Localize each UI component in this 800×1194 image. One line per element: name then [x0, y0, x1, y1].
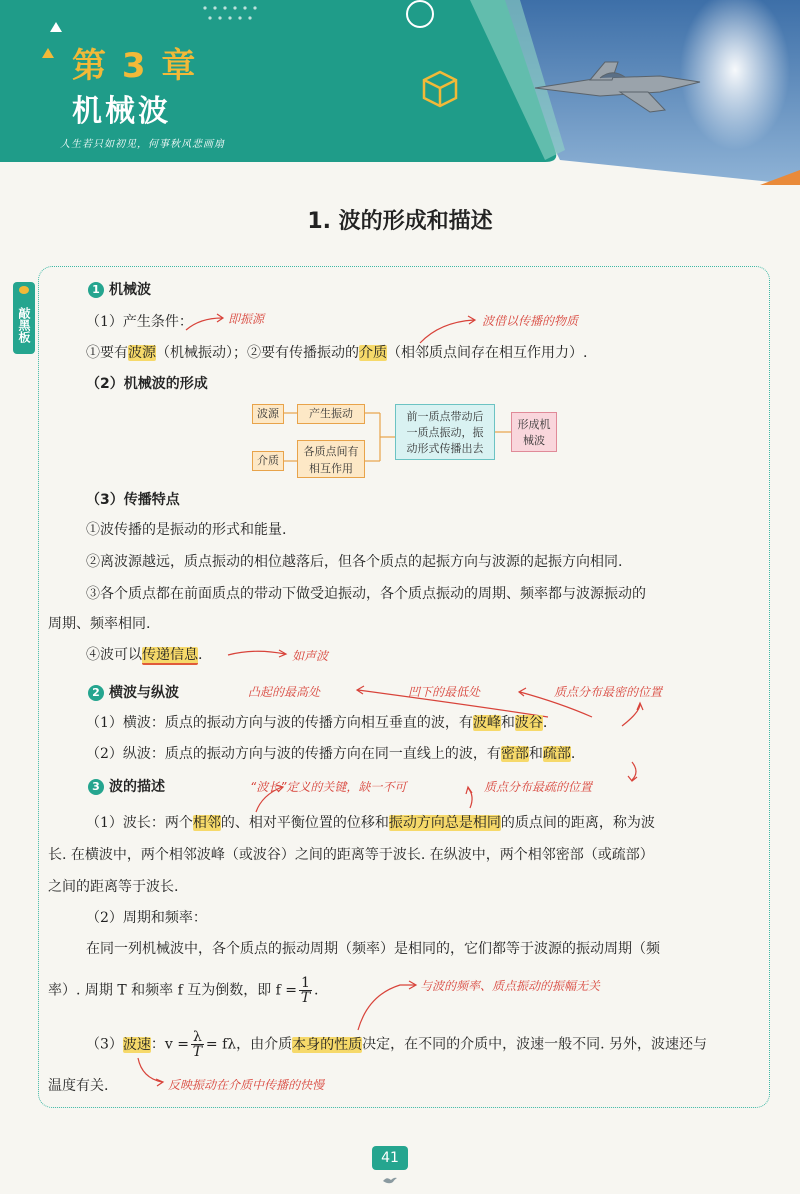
highlight-sparse: 疏部 — [542, 746, 571, 762]
t2-and: 和 — [528, 746, 543, 762]
frac-lambda-over-T — [191, 1030, 204, 1059]
flow-result-line1: 形成机 — [517, 418, 551, 431]
l7-c: = fλ，由介质 — [205, 1036, 293, 1053]
flow-result — [511, 412, 557, 452]
flow-interaction — [297, 440, 365, 478]
chapter-title: 机械波 — [72, 94, 171, 129]
t1-and: 和 — [500, 715, 515, 731]
l6-a: 率）. 周期 T 和频率 f 互为倒数，即 f = — [48, 982, 298, 999]
l1-c: 的质点间的距离，称为波 — [500, 815, 655, 831]
part1-sub2: （2）机械波的形成 — [86, 376, 208, 392]
highlight-same-direction: 振动方向总是相同 — [388, 815, 501, 831]
note-dense: 质点分布最密的位置 — [554, 685, 663, 699]
part1-sub1: （1）产生条件： — [86, 314, 193, 330]
highlight-medium: 介质 — [359, 345, 387, 361]
page-number: 41 — [372, 1146, 408, 1170]
part3-l8: 温度有关. — [48, 1078, 109, 1094]
flow-medium: 介质 — [252, 451, 284, 471]
part1-sub3: （3）传播特点 — [86, 492, 180, 508]
highlight-own-property: 本身的性质 — [292, 1036, 363, 1053]
part1-p3a: ③各个质点都在前面质点的带动下做受迫振动，各个质点振动的周期、频率都与波源振动的 — [86, 586, 646, 602]
highlight-dense: 密部 — [500, 746, 529, 762]
l7-b: ：v = — [150, 1036, 190, 1053]
flow-interaction-line1: 各质点间有 — [303, 445, 359, 458]
part2-heading — [88, 683, 179, 703]
part1-p2: ②离波源越远，质点振动的相位越落后，但各个质点的起振方向与波源的起振方向相同. — [86, 554, 623, 570]
frac-1-over-T — [299, 976, 312, 1005]
part1-heading-text: 机械波 — [109, 282, 151, 298]
chapter-number: 第 3 章 — [72, 46, 198, 86]
l7-a: （3） — [86, 1036, 123, 1053]
part3-l6 — [48, 976, 318, 1005]
frac-den: T — [300, 990, 311, 1006]
part2-transverse — [86, 713, 547, 733]
highlight-crest: 波峰 — [472, 715, 501, 731]
l1-b: 的、相对平衡位置的位移和 — [220, 815, 389, 831]
part2-badge: 2 — [88, 685, 104, 701]
p4-b: . — [198, 647, 203, 663]
part1-badge: 1 — [88, 282, 104, 298]
part3-badge: 3 — [88, 779, 104, 795]
highlight-adjacent: 相邻 — [192, 815, 221, 831]
part3-l1 — [86, 813, 655, 833]
t1-text: （1）横波：质点的振动方向与波的传播方向相互垂直的波，有 — [86, 715, 473, 731]
t2-text: （2）纵波：质点的振动方向与波的传播方向在同一直线上的波，有 — [86, 746, 501, 762]
flow-source: 波源 — [252, 404, 284, 424]
note-source: 即振源 — [228, 312, 265, 326]
l6-end: . — [313, 982, 319, 999]
part3-heading — [88, 777, 165, 797]
cond-c: （相邻质点间存在相互作用力）. — [387, 345, 588, 361]
bird-icon — [382, 1174, 398, 1186]
chapter-motto: 人生若只如初见，何事秋风悲画扇 — [60, 139, 225, 150]
t1-end: . — [542, 715, 548, 731]
note-trough: 凹下的最低处 — [408, 685, 481, 699]
p4-a: ④波可以 — [86, 647, 142, 663]
t2-end: . — [570, 746, 576, 762]
cond-a: ①要有 — [86, 345, 128, 361]
part1-p3b: 周期、频率相同. — [48, 616, 151, 632]
flow-middle — [395, 404, 495, 460]
note-crest: 凸起的最高处 — [248, 685, 321, 699]
note-speed: 反映振动在介质中传播的快慢 — [168, 1078, 325, 1092]
section-title: 1. 波的形成和描述 — [307, 209, 493, 234]
part1-p1: ①波传播的是振动的形式和能量. — [86, 522, 287, 538]
flow-vibration: 产生振动 — [297, 404, 365, 424]
part3-l2: 长. 在横波中，两个相邻波峰（或波谷）之间的距离等于波长. 在纵波中，两个相邻密部（或疏部） — [48, 847, 654, 863]
note-wavelength: “波长”定义的关键，缺一不可 — [250, 780, 407, 794]
part1-p4 — [86, 645, 202, 665]
l7-d: 决定，在不同的介质中，波速一般不同. 另外，波速还与 — [362, 1036, 708, 1053]
highlight-wave-speed: 波速 — [122, 1036, 151, 1053]
note-medium: 波借以传播的物质 — [482, 314, 579, 328]
frac-lambda: λ — [193, 1029, 202, 1045]
note-info: 如声波 — [292, 649, 329, 663]
note-sparse: 质点分布最疏的位置 — [484, 780, 593, 794]
part3-heading-text: 波的描述 — [109, 779, 165, 795]
flow-middle-line2: 一质点振动，振 — [406, 426, 484, 439]
side-tab-label: 敲黑板 — [17, 307, 31, 343]
part3-l5: 在同一列机械波中，各个质点的振动周期（频率）是相同的，它们都等于波源的振动周期（频 — [86, 941, 660, 957]
part2-heading-text: 横波与纵波 — [109, 685, 179, 701]
part2-longitudinal — [86, 744, 575, 764]
highlight-wave-source: 波源 — [128, 345, 156, 361]
flow-middle-line3: 动形式传播出去 — [406, 442, 484, 455]
part3-l4: （2）周期和频率： — [86, 910, 207, 926]
flow-interaction-line2: 相互作用 — [309, 462, 353, 475]
highlight-trough: 波谷 — [514, 715, 543, 731]
flow-result-line2: 械波 — [523, 434, 545, 447]
l1-a: （1）波长：两个 — [86, 815, 193, 831]
part3-l7 — [86, 1030, 707, 1059]
frac-T: T — [192, 1044, 203, 1060]
highlight-transmit-info: 传递信息 — [142, 647, 198, 663]
flow-middle-line1: 前一质点带动后 — [406, 410, 484, 423]
part3-l3: 之间的距离等于波长. — [48, 879, 179, 895]
frac-num: 1 — [301, 975, 310, 991]
note-speed-independent: 与波的频率、质点振动的振幅无关 — [420, 979, 601, 993]
cond-b: （机械振动）；②要有传播振动的 — [156, 345, 359, 361]
